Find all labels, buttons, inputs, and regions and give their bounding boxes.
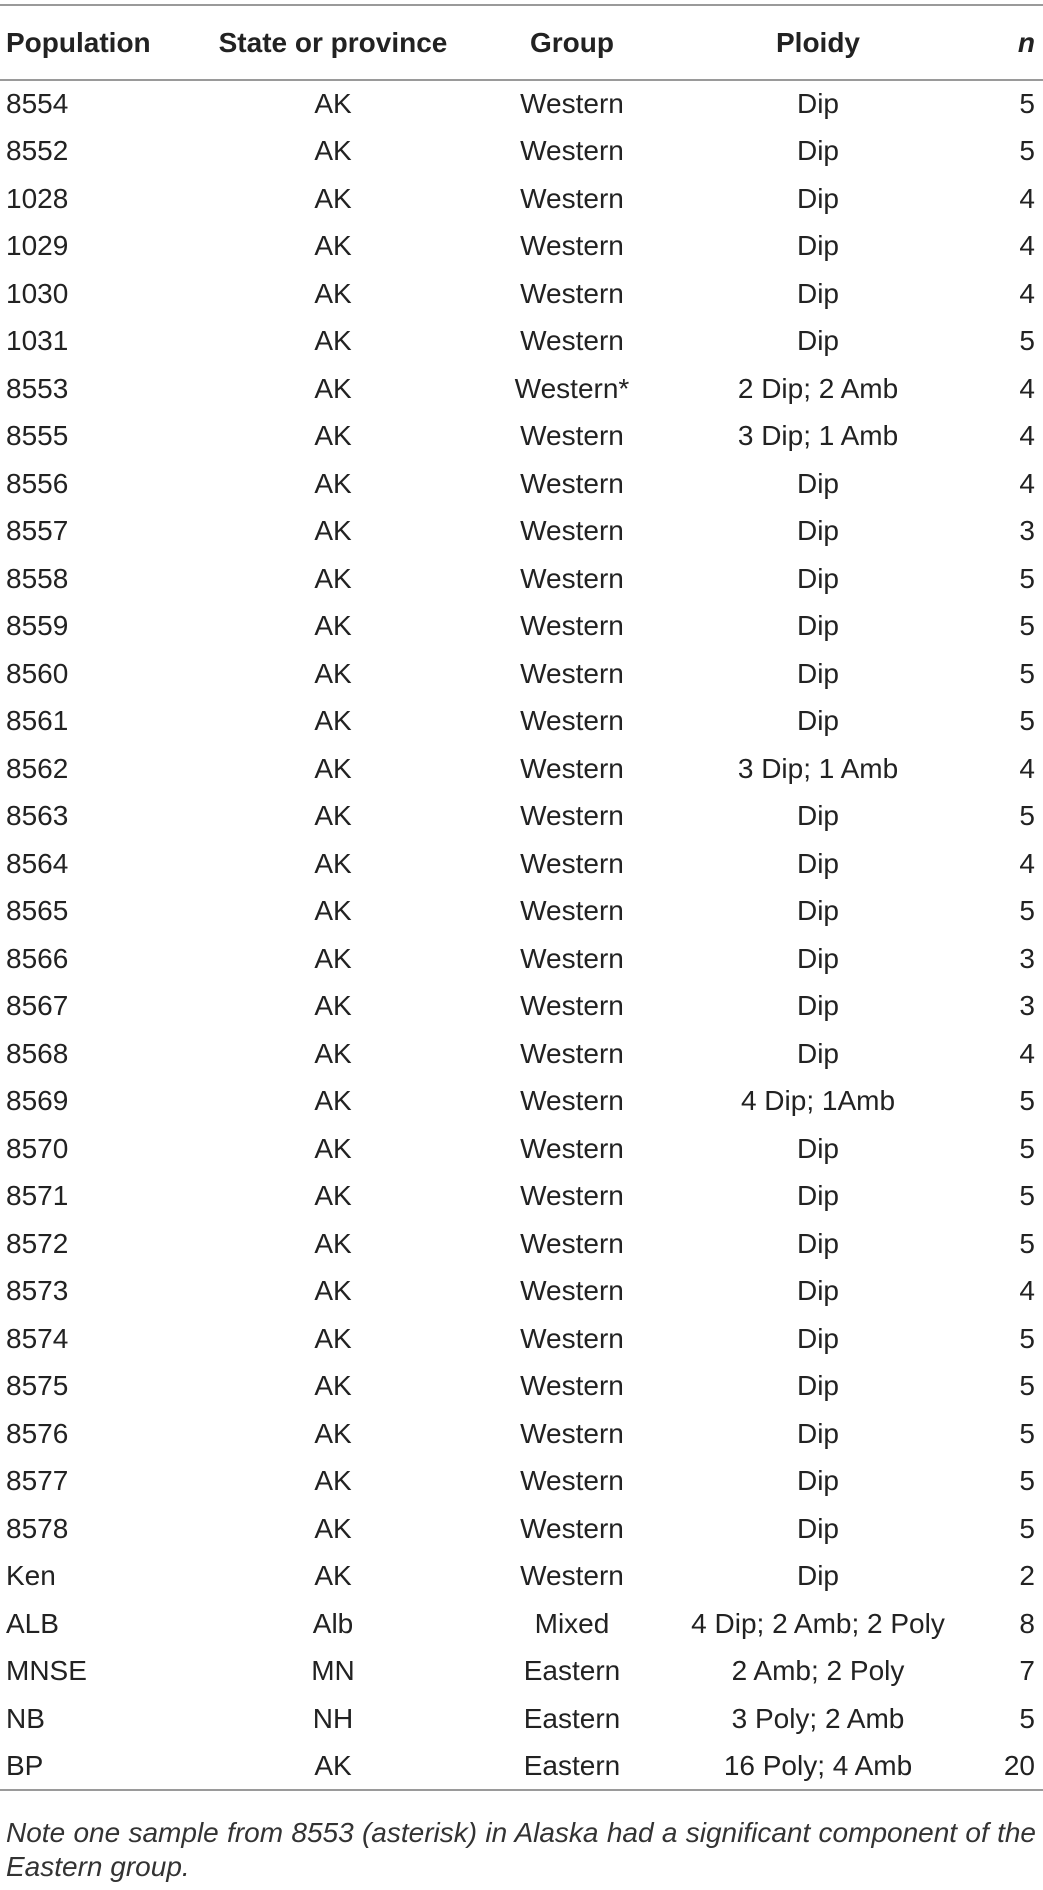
table-header — [0, 5, 1043, 80]
cell-n: 5 — [1019, 1132, 1035, 1164]
cell-ploidy: Dip — [796, 135, 839, 167]
cell-n: 2 — [1019, 1560, 1035, 1592]
cell-state: AK — [314, 610, 352, 642]
cell-state: AK — [314, 657, 352, 689]
table-footnote: Note one sample from 8553 (asterisk) in Alaska had a significant component of the Eastern group. — [6, 1817, 1036, 1882]
cell-group: Western — [520, 1370, 624, 1402]
cell-state: AK — [314, 1465, 352, 1497]
cell-group: Western — [520, 1275, 624, 1307]
cell-ploidy: Dip — [796, 942, 839, 974]
cell-state: AK — [314, 372, 352, 404]
cell-state: AK — [314, 705, 352, 737]
cell-group: Eastern — [523, 1749, 621, 1781]
cell-group: Western — [520, 182, 624, 214]
cell-n: 5 — [1019, 1322, 1035, 1354]
cell-ploidy: Dip — [796, 705, 839, 737]
table-row — [0, 888, 1043, 936]
cell-population: 8568 — [6, 1037, 69, 1069]
cell-group: Mixed — [534, 1607, 610, 1639]
cell-n: 5 — [1019, 135, 1035, 167]
cell-group: Western — [520, 1227, 624, 1259]
cell-ploidy: Dip — [796, 1322, 839, 1354]
cell-n: 5 — [1019, 800, 1035, 832]
table-row — [0, 460, 1043, 508]
cell-population: 8571 — [6, 1180, 69, 1212]
cell-population: 8572 — [6, 1227, 69, 1259]
table-row — [0, 840, 1043, 888]
cell-state: AK — [314, 1560, 352, 1592]
cell-population: 8576 — [6, 1417, 69, 1449]
cell-group: Western — [520, 230, 624, 262]
population-table — [0, 4, 1043, 1791]
cell-population: 8557 — [6, 515, 69, 547]
cell-n: 5 — [1019, 325, 1035, 357]
cell-population: 8559 — [6, 610, 69, 642]
table-row — [0, 1125, 1043, 1173]
cell-n: 5 — [1019, 1417, 1035, 1449]
cell-population: 8566 — [6, 942, 69, 974]
cell-population: 8574 — [6, 1322, 69, 1354]
cell-group: Western — [520, 277, 624, 309]
cell-group: Western — [520, 1560, 624, 1592]
cell-group: Western — [520, 990, 624, 1022]
table-row — [0, 128, 1043, 176]
cell-state: Alb — [312, 1607, 354, 1639]
cell-ploidy: Dip — [796, 325, 839, 357]
table-row — [0, 508, 1043, 556]
cell-state: AK — [314, 1749, 352, 1781]
cell-ploidy: 2 Dip; 2 Amb — [737, 372, 899, 404]
cell-ploidy: Dip — [796, 895, 839, 927]
cell-state: AK — [314, 467, 352, 499]
table-row — [0, 413, 1043, 461]
cell-ploidy: Dip — [796, 182, 839, 214]
cell-population: 8573 — [6, 1275, 69, 1307]
cell-n: 4 — [1019, 847, 1035, 879]
cell-state: AK — [314, 800, 352, 832]
cell-state: AK — [314, 895, 352, 927]
cell-ploidy: Dip — [796, 990, 839, 1022]
table-row — [0, 793, 1043, 841]
cell-group: Western — [520, 705, 624, 737]
cell-state: AK — [314, 1417, 352, 1449]
cell-n: 4 — [1019, 752, 1035, 784]
cell-state: AK — [314, 1370, 352, 1402]
header-row — [0, 5, 1043, 80]
cell-group: Eastern — [523, 1702, 621, 1734]
cell-ploidy: 3 Dip; 1 Amb — [737, 752, 899, 784]
cell-group: Western — [520, 1465, 624, 1497]
cell-state: AK — [314, 325, 352, 357]
cell-ploidy: 16 Poly; 4 Amb — [723, 1749, 913, 1781]
cell-ploidy: Dip — [796, 230, 839, 262]
cell-population: 8570 — [6, 1132, 69, 1164]
cell-state: AK — [314, 1132, 352, 1164]
table-row — [0, 1363, 1043, 1411]
cell-state: AK — [314, 562, 352, 594]
cell-n: 5 — [1019, 1085, 1035, 1117]
header-n: n — [1017, 26, 1035, 58]
cell-ploidy: Dip — [796, 515, 839, 547]
cell-state: AK — [314, 1037, 352, 1069]
table-row — [0, 745, 1043, 793]
header-state: State or province — [218, 26, 448, 58]
cell-group: Western — [520, 1417, 624, 1449]
table-row — [0, 935, 1043, 983]
cell-n: 3 — [1019, 942, 1035, 974]
cell-ploidy: Dip — [796, 1275, 839, 1307]
cell-state: AK — [314, 1180, 352, 1212]
table-row — [0, 1078, 1043, 1126]
cell-state: AK — [314, 1322, 352, 1354]
cell-group: Western — [520, 135, 624, 167]
cell-population: 8555 — [6, 420, 69, 452]
cell-ploidy: 3 Dip; 1 Amb — [737, 420, 899, 452]
header-group: Group — [530, 26, 614, 58]
cell-ploidy: 2 Amb; 2 Poly — [731, 1655, 905, 1687]
cell-group: Eastern — [523, 1655, 621, 1687]
cell-group: Western — [520, 1085, 624, 1117]
table-row — [0, 80, 1043, 128]
table-row — [0, 1315, 1043, 1363]
cell-population: 8558 — [6, 562, 69, 594]
cell-n: 3 — [1019, 990, 1035, 1022]
cell-n: 5 — [1019, 657, 1035, 689]
cell-group: Western — [520, 657, 624, 689]
cell-population: 8562 — [6, 752, 69, 784]
cell-ploidy: Dip — [796, 1370, 839, 1402]
cell-population: 8563 — [6, 800, 69, 832]
cell-population: 8565 — [6, 895, 69, 927]
cell-group: Western — [520, 88, 624, 120]
cell-ploidy: Dip — [796, 657, 839, 689]
cell-group: Western — [520, 420, 624, 452]
cell-population: Ken — [6, 1560, 56, 1592]
cell-group: Western — [520, 610, 624, 642]
cell-ploidy: Dip — [796, 277, 839, 309]
cell-ploidy: Dip — [796, 800, 839, 832]
cell-n: 5 — [1019, 1227, 1035, 1259]
cell-population: BP — [6, 1749, 44, 1781]
cell-group: Western — [520, 515, 624, 547]
cell-ploidy: 3 Poly; 2 Amb — [731, 1702, 905, 1734]
cell-population: ALB — [6, 1607, 59, 1639]
cell-state: AK — [314, 182, 352, 214]
cell-state: AK — [314, 942, 352, 974]
table-body — [0, 80, 1043, 1790]
cell-state: AK — [314, 515, 352, 547]
cell-group: Western — [520, 1037, 624, 1069]
cell-ploidy: 4 Dip; 1Amb — [740, 1085, 896, 1117]
table-row — [0, 1173, 1043, 1221]
cell-population: 8577 — [6, 1465, 69, 1497]
table-row — [0, 555, 1043, 603]
cell-population: 8552 — [6, 135, 69, 167]
cell-state: AK — [314, 752, 352, 784]
table-row — [0, 1220, 1043, 1268]
table-row — [0, 603, 1043, 651]
cell-group: Western — [520, 1132, 624, 1164]
cell-n: 3 — [1019, 515, 1035, 547]
cell-group: Western — [520, 1180, 624, 1212]
cell-group: Western* — [514, 372, 630, 404]
cell-group: Western — [520, 847, 624, 879]
cell-ploidy: Dip — [796, 1512, 839, 1544]
cell-group: Western — [520, 752, 624, 784]
cell-ploidy: 4 Dip; 2 Amb; 2 Poly — [691, 1607, 945, 1639]
cell-state: AK — [314, 277, 352, 309]
cell-ploidy: Dip — [796, 847, 839, 879]
cell-state: AK — [314, 230, 352, 262]
cell-state: MN — [311, 1655, 355, 1687]
table-row — [0, 1695, 1043, 1743]
header-ploidy: Ploidy — [775, 26, 860, 58]
table-row — [0, 650, 1043, 698]
table-row — [0, 698, 1043, 746]
cell-population: 1029 — [6, 230, 69, 262]
table-row — [0, 1600, 1043, 1648]
table-row — [0, 1410, 1043, 1458]
cell-n: 5 — [1019, 610, 1035, 642]
cell-ploidy: Dip — [796, 1465, 839, 1497]
cell-population: 1028 — [6, 182, 69, 214]
cell-ploidy: Dip — [796, 610, 839, 642]
cell-population: 8569 — [6, 1085, 69, 1117]
cell-population: 8578 — [6, 1512, 69, 1544]
cell-n: 5 — [1019, 1512, 1035, 1544]
cell-group: Western — [520, 1512, 624, 1544]
cell-population: 1031 — [6, 325, 69, 357]
table-row — [0, 1030, 1043, 1078]
cell-n: 5 — [1019, 1370, 1035, 1402]
cell-group: Western — [520, 562, 624, 594]
table-row — [0, 1458, 1043, 1506]
table-row — [0, 983, 1043, 1031]
cell-population: 8554 — [6, 88, 69, 120]
cell-n: 5 — [1019, 1702, 1035, 1734]
cell-group: Western — [520, 467, 624, 499]
cell-ploidy: Dip — [796, 467, 839, 499]
table-row — [0, 365, 1043, 413]
cell-ploidy: Dip — [796, 88, 839, 120]
cell-population: 8564 — [6, 847, 69, 879]
cell-n: 5 — [1019, 705, 1035, 737]
cell-population: 8560 — [6, 657, 69, 689]
table-row — [0, 1553, 1043, 1601]
cell-state: AK — [314, 1275, 352, 1307]
cell-ploidy: Dip — [796, 1227, 839, 1259]
cell-population: 8553 — [6, 372, 69, 404]
cell-ploidy: Dip — [796, 1132, 839, 1164]
table-row — [0, 1268, 1043, 1316]
cell-ploidy: Dip — [796, 1417, 839, 1449]
cell-state: AK — [314, 420, 352, 452]
cell-n: 8 — [1019, 1607, 1035, 1639]
cell-n: 4 — [1019, 277, 1035, 309]
cell-state: AK — [314, 88, 352, 120]
cell-n: 4 — [1019, 182, 1035, 214]
cell-group: Western — [520, 1322, 624, 1354]
cell-n: 4 — [1019, 372, 1035, 404]
table-row — [0, 318, 1043, 366]
cell-group: Western — [520, 800, 624, 832]
cell-ploidy: Dip — [796, 1037, 839, 1069]
table-row — [0, 270, 1043, 318]
cell-n: 7 — [1019, 1655, 1035, 1687]
table-row — [0, 175, 1043, 223]
cell-n: 4 — [1019, 420, 1035, 452]
cell-n: 4 — [1019, 1037, 1035, 1069]
cell-group: Western — [520, 942, 624, 974]
table-row — [0, 223, 1043, 271]
cell-n: 5 — [1019, 1465, 1035, 1497]
cell-n: 5 — [1019, 895, 1035, 927]
cell-state: AK — [314, 1227, 352, 1259]
cell-state: AK — [314, 847, 352, 879]
cell-state: NH — [312, 1702, 354, 1734]
cell-population: 8575 — [6, 1370, 69, 1402]
table-row — [0, 1743, 1043, 1791]
cell-n: 5 — [1019, 562, 1035, 594]
cell-group: Western — [520, 325, 624, 357]
cell-n: 5 — [1019, 88, 1035, 120]
cell-population: 8556 — [6, 467, 69, 499]
header-population: Population — [6, 26, 151, 58]
cell-state: AK — [314, 1085, 352, 1117]
table-row — [0, 1505, 1043, 1553]
cell-n: 20 — [1003, 1749, 1035, 1781]
cell-ploidy: Dip — [796, 1180, 839, 1212]
cell-state: AK — [314, 1512, 352, 1544]
cell-population: 8567 — [6, 990, 69, 1022]
cell-state: AK — [314, 135, 352, 167]
table-row — [0, 1648, 1043, 1696]
cell-ploidy: Dip — [796, 1560, 839, 1592]
cell-ploidy: Dip — [796, 562, 839, 594]
cell-group: Western — [520, 895, 624, 927]
cell-population: MNSE — [6, 1655, 87, 1687]
cell-n: 5 — [1019, 1180, 1035, 1212]
cell-n: 4 — [1019, 230, 1035, 262]
cell-population: 1030 — [6, 277, 69, 309]
cell-n: 4 — [1019, 467, 1035, 499]
cell-n: 4 — [1019, 1275, 1035, 1307]
cell-population: 8561 — [6, 705, 69, 737]
cell-state: AK — [314, 990, 352, 1022]
cell-population: NB — [6, 1702, 45, 1734]
